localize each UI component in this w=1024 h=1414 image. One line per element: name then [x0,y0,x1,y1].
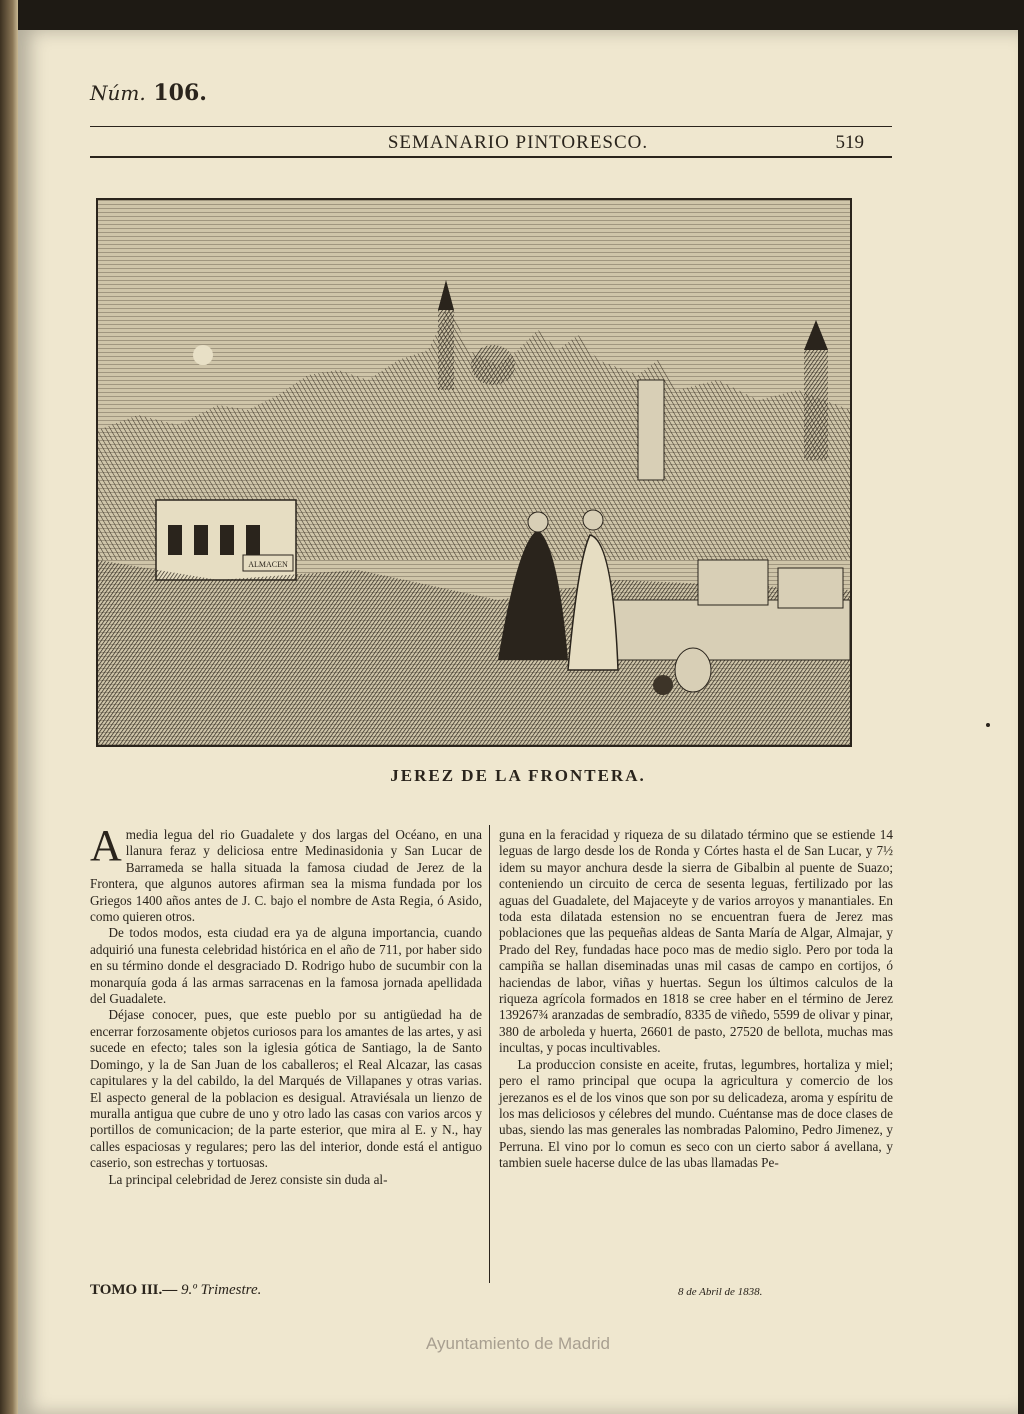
page-number: 519 [835,132,864,153]
article-column-right [499,827,893,1172]
article-column-left [90,821,482,1188]
paragraph: guna en la feracidad y riqueza de su dilatado término que se estiende 14 leguas de largo desde los de Ronda y Córtes hasta el de San Lucar, y 7½ idem su mayor anchura desde la sierra de Gibalbin al puente de Suazo; conteniendo un circuito de cerca de sesenta leguas, fertilizado por las aguas del Guadalete, del Majaceyte y de varios arroyos y manantiales. En toda esta dilatada estension no se encuentran fuera de Jerez mas poblaciones que las pequeñas aldeas de Santa María de Algar, Almajar, y Prado del Rey, fundadas hace poco mas de medio siglo. Pero por toda la campiña se hallan diseminadas unas mil casas de campo en cortijos, ó haciendas de labor, viñas y huertas. Segun los últimos calculos de la riqueza agrícola formados en 1818 se cree haber en el término de Jerez 139267¾ aranzadas de sembradío, 8335 de viñedo, 5599 de olivar y pinar, 380 de arboleda y huerta, 26601 de pasto, 27520 de bellota, muchas mas incultas, y pocas incultivables. [499,827,893,1056]
page [18,30,1018,1414]
stone-block [698,560,768,605]
engraving-jerez [96,198,852,747]
column-divider [489,825,490,1283]
almacen-sign: ALMACEN [248,560,288,569]
church-tower [438,310,454,390]
paragraph: Amedia legua del rio Guadalete y dos largas del Océano, en una llanura feraz y deliciosa entre Medinasidonia y San Lucar de Barrameda se halla situada la famosa ciudad de Jerez de la Frontera, que algunos autores afirman sea la misma fundada por los Griegos 1400 años antes de J. C. bajo el nombre de Asta Regia, ó Asido, como quieren otros. [90,821,482,925]
header-rule-bottom [90,156,892,158]
parapet-wall [608,600,850,660]
moon [193,345,213,365]
issue-number-label: Núm. [90,81,146,105]
header-rule-top [90,126,892,127]
running-title: SEMANARIO PINTORESCO. [387,132,649,153]
engraving-caption: JEREZ DE LA FRONTERA. [390,766,646,785]
engraving-svg [98,200,850,745]
volume-line [90,1282,261,1299]
volume-label: TOMO III.— [90,1282,178,1298]
issue-number [90,80,207,106]
archive-watermark: Ayuntamiento de Madrid [426,1334,610,1353]
right-tower [804,350,828,460]
trimester-label: 9.º Trimestre. [181,1282,262,1298]
issue-date: 8 de Abril de 1838. [678,1286,763,1298]
paragraph: La produccion consiste en aceite, frutas, legumbres, hortaliza y miel; pero el ramo principal que ocupa la agricultura y comercio de los jerezanos es el de los vinos que son por su delicadeza, aroma y espíritu de los mas deliciosos y célebres del mundo. Cuéntanse mas de doce clases de ubas, siendo las mas generales las nombradas Palomino, Pedro Jimenez, y Perruna. El vino por lo comun es seco con un cierto sabor á avellana, y tambien suele hacerse dulce de las ubas llamadas Pe- [499,1056,893,1171]
bell-tower [638,380,664,480]
clay-jar [675,648,711,692]
paragraph: Déjase conocer, pues, que este pueblo por su antigüedad ha de encerrar forzosamente objetos curiosos para los amantes de las artes, y asi sucede en efecto; tales son la iglesia gótica de Santiago, la de Santo Domingo, y la de San Juan de los caballeros; el Real Alcazar, las casas capitulares y la del cabildo, la del Marqués de Villapanes y otras varias. El aspecto general de la poblacion es desigual. Atraviésala un lienzo de muralla antigua que cubre de uno y otro lado las casas con varios arcos y portillos de comunicacion; de la parte esterior, que mira al E. y N., hay calles espaciosas y regulares; pero las del interior, donde está el antiguo caserio, son estrechas y tortuosas. [90,1007,482,1171]
margin-speck [986,723,990,727]
paragraph: De todos modos, esta ciudad era ya de alguna importancia, cuando adquirió una funesta celebridad histórica en el año de 711, por haber sido en su término donde el desgraciado D. Rodrigo hubo de sucumbir con la monarquía goda á las armas sarracenas en la famosa jornada apellidada del Guadalete. [90,925,482,1007]
cathedral-dome [471,345,515,385]
issue-number-value: 106. [153,80,207,106]
paragraph: La principal celebridad de Jerez consiste sin duda al- [108,1171,388,1187]
binding-edge [0,0,18,1414]
